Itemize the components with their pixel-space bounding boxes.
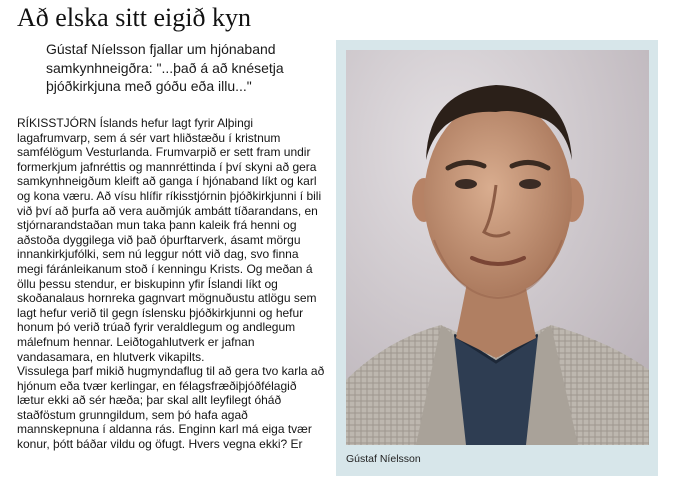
article-body: [17, 116, 325, 452]
photo-card: [336, 40, 658, 476]
photo-caption: Gústaf Níelsson: [346, 453, 421, 465]
article-lead: Gústaf Níelsson fjallar um hjónaband samkynhneigðra: "...það á að knésetja þjóðkirkjuna með góðu eða illu...": [46, 41, 284, 94]
portrait-photo: [346, 50, 649, 445]
portrait-illustration: [346, 50, 649, 445]
article-title: Að elska sitt eigið kyn: [17, 3, 251, 32]
article-paragraph: Vissulega þarf mikið hugmyndaflug til að gera tvo karla að hjónum eða tvær kerlingar, en félagsfræðiþjóðfélagið lætur ekki að sér hæða; þar skal allt leyfilegt óháð staðföstum grunngildum, sem þó hafa agað mannskepnuna í aldanna rás. Enginn karl má eiga tvær konur, þótt báðar vildu og öfugt. Hvers vegna ekki? Er: [17, 364, 325, 452]
article-paragraph: RÍKISSTJÓRN Íslands hefur lagt fyrir Alþingi lagafrumvarp, sem á sér vart hliðstæðu í kristnum samfélögum Vesturlanda. Frumvarpið er sett fram undir formerkjum jafnréttis og mannréttinda í því skyni að gera samkynhneigðum kleift að ganga í hjónaband líkt og karl og kona væru. Að vísu hlífir ríkisstjórnin þjóðkirkjunni í bili við því að þurfa að vera auðmjúk ambátt tíðarandans, en stjórnarandstaðan mun taka þann kaleik frá henni og aðstoða dyggilega við það óþurftarverk, ásamt mörgu innankirkjufólki, sem nú leggur nótt við dag, svo finna megi fáránleikanum stoð í kenningu Krists. Og meðan á öllu þessu stendur, er biskupinn yfir Íslandi líkt og skoðanalaus hornreka gagnvart mögnuðustu atlögu sem lagt hefur verið til gegn íslensku þjóðkirkjunni og hefur honum þó verið trúað fyrir veraldlegum og andlegum málefnum hennar. Leiðtogahlutverk er jafnan vandasamara, en hlutverk vikapilts.: [17, 116, 322, 364]
